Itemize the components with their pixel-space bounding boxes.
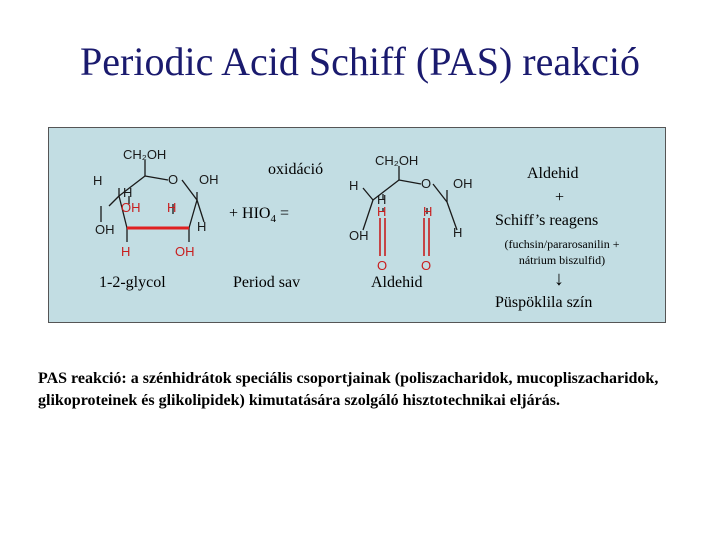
glucose-c4-h-inner: H: [123, 185, 133, 200]
description: PAS reakció: a szénhidrátok speciális csoportjainak (poliszacharidok, mucopliszacharidok, glikoproteinek és glikolipidek) kimutatására szolgáló hisztotechnikai eljárás.: [38, 370, 659, 409]
aldehyde-c2-h: H: [423, 204, 433, 219]
glucose-c1-h: H: [197, 219, 207, 234]
schiff-reagent: Schiff’s reagens: [495, 212, 599, 229]
aldehyde-ring-o: O: [421, 176, 432, 191]
reagent-subscript: 4: [270, 213, 276, 226]
down-arrow-icon: ↓: [554, 268, 564, 290]
glucose-c4-h: H: [93, 173, 103, 188]
oxidation-label: oxidáció: [268, 161, 324, 178]
glucose-c2-oh: OH: [175, 244, 195, 259]
aldehyde-carbonyls: [380, 218, 429, 256]
right-aldehyde: Aldehid: [527, 165, 579, 182]
page-title: Periodic Acid Schiff (PAS) reakció: [80, 39, 640, 84]
aldehyde-c3-h: H: [377, 204, 387, 219]
glucose-c2-h: H: [167, 200, 177, 215]
right-plus: +: [555, 189, 565, 206]
glucose-c3-oh: OH: [121, 200, 141, 215]
result-color: Püspöklila szín: [495, 294, 593, 311]
aldehyde-c4-h-inner: H: [377, 192, 387, 207]
aldehyde-o-left: O: [377, 258, 388, 273]
glucose-structure: [101, 160, 207, 242]
reagent-note-2: nátrium biszulfid): [518, 253, 606, 267]
glycol-label: 1-2-glycol: [99, 274, 166, 291]
aldehyde-label: Aldehid: [371, 274, 423, 291]
reagent-note-1: (fuchsin/pararosanilin +: [504, 237, 620, 251]
aldehyde-c4-oh: OH: [349, 228, 369, 243]
aldehyde-atoms: [349, 153, 473, 273]
aldehyde-o-right: O: [421, 258, 432, 273]
reagent-suffix: =: [275, 205, 289, 222]
glucose-ch2oh: CH₂OH: [123, 147, 167, 162]
aldehyde-c4-h: H: [349, 178, 359, 193]
period-acid-label: Period sav: [233, 274, 301, 291]
glucose-c3-h: H: [121, 244, 131, 259]
glucose-ring-o: O: [168, 172, 179, 187]
glucose-c4-oh: OH: [95, 222, 115, 237]
aldehyde-ch2oh: CH₂OH: [375, 153, 419, 168]
reaction-diagram: [48, 127, 666, 323]
glucose-c1-oh: OH: [199, 172, 219, 187]
reagent-equation: [229, 205, 289, 225]
reagent-prefix: + HIO: [229, 205, 271, 222]
aldehyde-c1-oh: OH: [453, 176, 473, 191]
aldehyde-c1-h: H: [453, 225, 463, 240]
